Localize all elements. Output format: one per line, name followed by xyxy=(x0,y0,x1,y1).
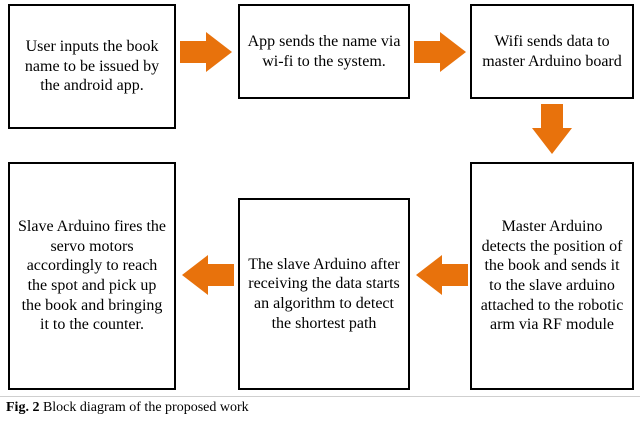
arrow-head xyxy=(440,32,466,72)
arrow-right-icon xyxy=(180,32,234,72)
flow-box-app-sends-name xyxy=(238,4,410,99)
arrow-shaft xyxy=(206,264,234,286)
arrow-down-icon xyxy=(532,104,572,156)
arrow-shaft xyxy=(180,41,208,63)
flow-box-master-arduino xyxy=(470,162,634,390)
arrow-shaft xyxy=(541,104,563,130)
figure-label: Fig. 2 xyxy=(6,400,40,415)
arrow-head xyxy=(206,32,232,72)
arrow-head xyxy=(532,128,572,154)
flow-box-wifi-sends-data xyxy=(470,4,634,99)
figure-caption xyxy=(6,400,249,416)
flow-box-text: The slave Arduino after receiving the data starts an algorithm to detect the shortest path xyxy=(248,255,400,332)
flow-box-user-input xyxy=(8,4,176,129)
arrow-left-icon xyxy=(180,255,234,295)
flow-box-text: User inputs the book name to be issued by the android app. xyxy=(24,38,160,95)
flow-box-slave-arduino-algorithm xyxy=(238,198,410,390)
arrow-shaft xyxy=(414,41,442,63)
flow-box-text: Slave Arduino fires the servo motors accordingly to reach the spot and pick up the book and bringing it to the counter. xyxy=(18,218,166,334)
arrow-head xyxy=(182,255,208,295)
flow-box-text: Wifi sends data to master Arduino board xyxy=(482,32,622,70)
flow-box-text: App sends the name via wi-fi to the system. xyxy=(247,32,401,70)
caption-divider xyxy=(0,396,640,397)
arrow-head xyxy=(416,255,442,295)
arrow-right-icon xyxy=(414,32,468,72)
arrow-left-icon xyxy=(414,255,468,295)
flow-box-servo-motors xyxy=(8,162,176,390)
flow-box-text: Master Arduino detects the position of the book and sends it to the slave arduino attached to the robotic arm via RF module xyxy=(480,218,624,334)
arrow-shaft xyxy=(440,264,468,286)
figure-caption-text: Block diagram of the proposed work xyxy=(42,400,249,415)
